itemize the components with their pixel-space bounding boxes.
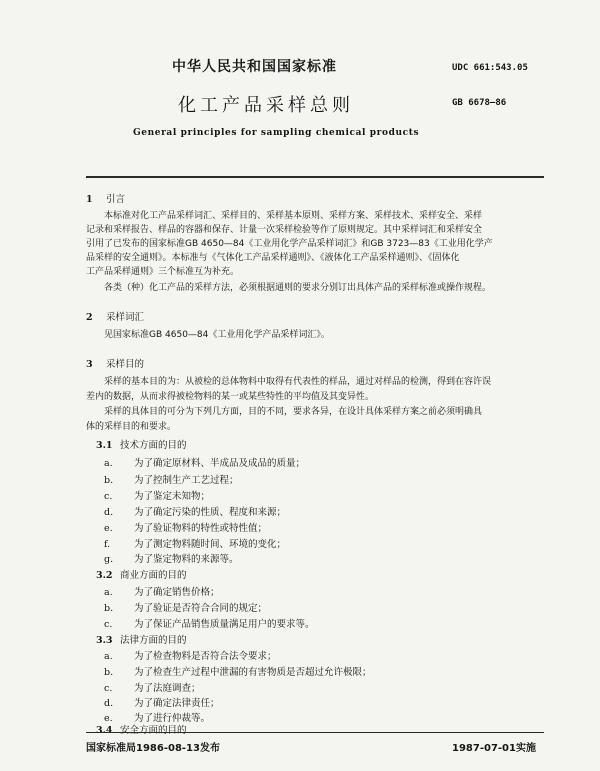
list-item-text: 为了测定物料随时间、环境的变化； — [134, 539, 287, 550]
list-item — [104, 504, 286, 518]
subsection-3-4-heading — [96, 722, 187, 736]
section-1-paragraph-line: 引用了已发布的国家标准GB 4650—84《工业用化学产品采样词汇》和GB 3723—83《工业用化学产 — [86, 239, 493, 249]
section-1-paragraph-line: 记录和采样报告、样品的容器和保存、计量一次采样检验等作了原则规定。其中采样词汇和采样安全 — [86, 225, 483, 235]
list-item-letter: f. — [104, 539, 111, 550]
subsection-3-1-title: 技术方面的目的 — [120, 440, 187, 451]
list-item — [104, 680, 201, 694]
list-item — [104, 584, 220, 598]
section-2-paragraph: 见国家标准GB 4650—84《工业用化学产品采样词汇》。 — [104, 330, 330, 340]
list-item — [104, 488, 210, 502]
subsection-3-2-title: 商业方面的目的 — [120, 570, 187, 581]
page-title: 化工产品采样总则 — [178, 95, 354, 116]
list-item-text: 为了检查物料是否符合法令要求； — [134, 651, 277, 662]
section-3-title: 采样目的 — [106, 359, 145, 370]
gb-code: GB 6678—86 — [452, 98, 507, 108]
subsection-3-4-number: 3.4 — [96, 725, 113, 736]
list-item-letter: a. — [104, 458, 113, 469]
section-1-paragraph-2: 各类（种）化工产品的采样方法，必须根据通则的要求分别订出具体产品的采样标准或操作规程。 — [104, 283, 492, 293]
standard-type-heading: 中华人民共和国国家标准 — [172, 59, 337, 75]
english-title: General principles for sampling chemical products — [133, 128, 420, 138]
top-divider — [86, 176, 544, 178]
list-item-text: 为了确定法律责任； — [134, 698, 220, 709]
section-3-heading — [86, 356, 144, 370]
section-3-paragraph-line: 差内的数据，从而求得被检物料的某一或某些特性的平均值及其变异性。 — [86, 392, 375, 402]
list-item-letter: e. — [104, 713, 113, 724]
subsection-3-1-number: 3.1 — [96, 440, 113, 451]
list-item-text: 为了确定污染的性质、程度和来源； — [134, 507, 287, 518]
section-1-heading — [86, 191, 125, 205]
issued-date: 国家标准局1986-08-13发布 — [86, 743, 220, 754]
list-item-letter: b. — [104, 603, 114, 614]
list-item-text: 为了验证物料的特性或特性值； — [134, 523, 268, 534]
list-item-text: 为了进行仲裁等。 — [134, 713, 211, 724]
list-item — [104, 551, 239, 565]
section-2-title: 采样词汇 — [106, 312, 145, 323]
list-item — [104, 664, 372, 678]
list-item — [104, 536, 286, 550]
list-item-letter: d. — [104, 507, 114, 518]
subsection-3-3-title: 法律方面的目的 — [120, 635, 187, 646]
subsection-3-4-title: 安全方面的目的 — [120, 725, 187, 736]
section-3-paragraph-line: 体的采样目的和要求。 — [86, 422, 177, 432]
subsection-3-2-heading — [96, 567, 187, 581]
list-item-letter: c. — [104, 619, 113, 630]
list-item-letter: c. — [104, 491, 113, 502]
section-3-number: 3 — [86, 359, 93, 370]
list-item — [104, 695, 220, 709]
list-item — [104, 616, 315, 630]
list-item-text: 为了确定原材料、半成品及成品的质量； — [134, 458, 306, 469]
section-1-number: 1 — [86, 194, 93, 205]
list-item-letter: a. — [104, 651, 113, 662]
list-item-letter: d. — [104, 698, 114, 709]
subsection-3-3-number: 3.3 — [96, 635, 113, 646]
subsection-3-2-number: 3.2 — [96, 570, 113, 581]
list-item-text: 为了法庭调查； — [134, 683, 201, 694]
list-item-letter: a. — [104, 587, 113, 598]
list-item-text: 为了鉴定物料的来源等。 — [134, 554, 239, 565]
list-item-letter: g. — [104, 554, 114, 565]
list-item-text: 为了验证是否符合合同的规定； — [134, 603, 268, 614]
bottom-divider — [86, 732, 544, 733]
section-3-paragraph-line: 采样的具体目的可分为下列几方面，目的不同，要求各异，在设计具体采样方案之前必须明确具 — [104, 407, 483, 417]
section-1-paragraph-line: 品采样的安全通则》。本标准与《气体化工产品采样通则》、《液体化工产品采样通则》、《固体化 — [86, 253, 460, 263]
list-item-letter: e. — [104, 523, 113, 534]
section-2-heading — [86, 309, 144, 323]
list-item-text: 为了控制生产工艺过程； — [134, 475, 239, 486]
list-item-letter: b. — [104, 667, 114, 678]
section-1-paragraph-line: 工产品采样通则》三个标准互为补充。 — [86, 267, 240, 277]
section-1-title: 引言 — [106, 194, 126, 205]
list-item-text: 为了鉴定未知物； — [134, 491, 211, 502]
list-item-text: 为了保证产品销售质量满足用户的要求等。 — [134, 619, 315, 630]
list-item-letter: b. — [104, 475, 114, 486]
list-item-letter: c. — [104, 683, 113, 694]
subsection-3-3-heading — [96, 632, 187, 646]
subsection-3-1-heading — [96, 437, 187, 451]
list-item — [104, 648, 277, 662]
udc-code: UDC 661:543.05 — [452, 63, 528, 73]
list-item-text: 为了确定销售价格； — [134, 587, 220, 598]
list-item-text: 为了检查生产过程中泄漏的有害物质是否超过允许极限； — [134, 667, 372, 678]
effective-date: 1987-07-01实施 — [452, 743, 536, 754]
list-item — [104, 472, 239, 486]
list-item — [104, 455, 305, 469]
section-1-paragraph-line: 本标准对化工产品采样词汇、采样目的、采样基本原则、采样方案、采样技术、采样安全、采样 — [104, 211, 483, 221]
list-item — [104, 600, 267, 614]
section-2-number: 2 — [86, 312, 93, 323]
section-3-paragraph-line: 采样的基本目的为：从被检的总体物料中取得有代表性的样品，通过对样品的检测，得到在容许误 — [104, 377, 492, 387]
list-item — [104, 520, 267, 534]
